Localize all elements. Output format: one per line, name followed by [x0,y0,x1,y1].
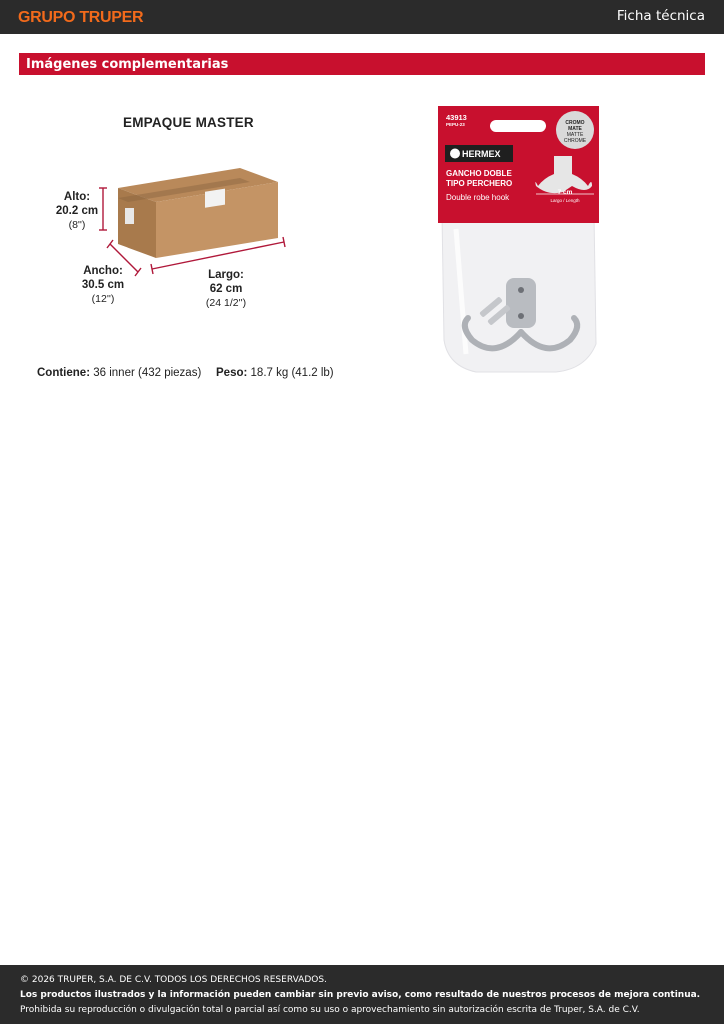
footer-prohibition: Prohibida su reproducción o divulgación total o parcial así como su uso o aprovechamiento sin autorización escrita de Truper, S.A. de C.V. [20,1005,640,1015]
hang-hole [490,120,546,132]
finish-line1: CROMO [565,120,585,126]
contents-label: Contiene: [37,367,91,379]
alto-value: 20.2 cm [55,205,99,217]
alto-dimension [50,190,104,232]
finish-line2: MATE [568,126,582,132]
package-sku: PEPU-23 [446,122,465,127]
length-label: Largo / Length [550,198,580,203]
weight-label: Peso: [216,367,248,379]
master-pack-title: EMPAQUE MASTER [123,115,254,130]
footer-copyright: © 2026 TRUPER, S.A. DE C.V. TODOS LOS DERECHOS RESERVADOS. [20,975,327,985]
section-title: Imágenes complementarias [26,57,229,72]
largo-label: Largo: [208,269,244,281]
grupo-truper-logo[interactable]: GRUPO TRUPER [18,9,144,26]
box-label [205,189,225,208]
weight-value: 18.7 kg (41.2 lb) [250,367,334,379]
top-header-bar [0,0,724,34]
hermex-logo-icon [450,149,460,159]
section-header-bar [19,53,705,75]
ancho-label: Ancho: [83,265,123,277]
contents-info [37,367,201,379]
package-code: 43913 [446,113,467,122]
document-type-label: Ficha técnica [616,8,705,24]
screw-hole [518,287,524,293]
ancho-dimension [74,264,132,306]
product-package-image [436,104,602,376]
largo-dimension [196,268,256,310]
page-footer [0,965,724,1024]
largo-value: 62 cm [209,283,243,295]
largo-imperial: (24 1/2'') [205,297,247,309]
master-box-illustration [90,160,300,280]
finish-line4: CHROME [563,138,587,144]
product-name-en: Double robe hook [446,193,510,202]
ancho-imperial: (12'') [91,293,115,305]
product-name-line2: TIPO PERCHERO [446,179,513,188]
ancho-value: 30.5 cm [81,279,125,291]
alto-imperial: (8'') [68,219,86,231]
hook-base-plate [506,278,536,328]
product-name-line1: GANCHO DOBLE [446,169,512,178]
footer-notice: Los productos ilustrados y la información pueden cambiar sin previo aviso, como resultado de nuestros procesos de mejora continua. [20,990,701,1000]
contents-value: 36 inner (432 piezas) [93,367,202,379]
finish-line3: MATTE [566,132,584,138]
alto-label: Alto: [63,191,91,203]
weight-info [216,367,334,379]
brand-name: HERMEX [462,149,501,159]
box-side-label [125,208,134,224]
length-value: 7 cm [557,189,573,196]
